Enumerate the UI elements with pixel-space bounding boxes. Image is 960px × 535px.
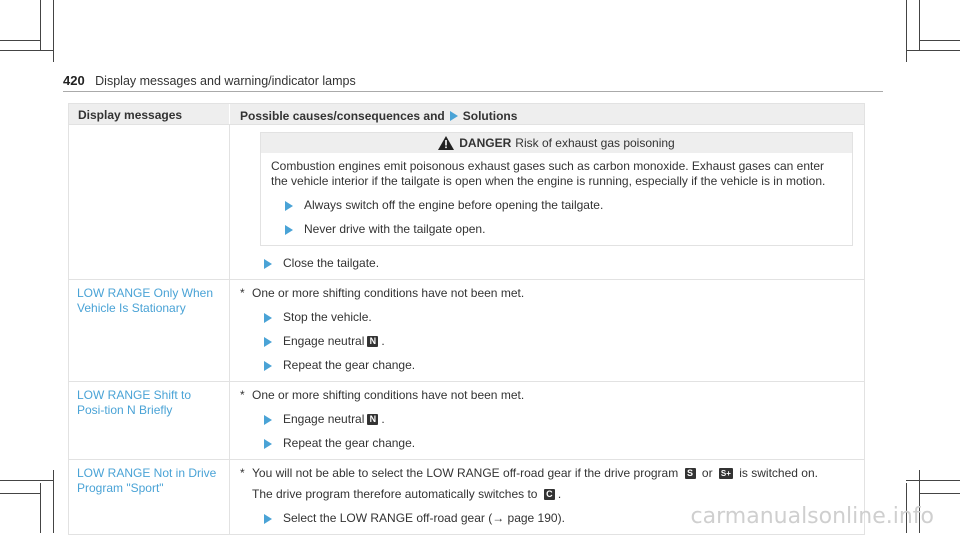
column-header-causes [230,104,864,124]
page-header [63,72,883,92]
cause-text [240,388,854,403]
column-header-causes-text: Possible causes/consequences and [240,109,445,123]
footnote-star: * [240,466,245,480]
step-text: Engage neutral [283,334,365,348]
crop-mark [906,0,907,62]
table-row [69,381,864,459]
danger-body [261,153,852,245]
arrow-right-icon [285,201,293,211]
neutral-key-icon: N [367,336,378,347]
sport-plus-mode-icon: S+ [720,469,731,479]
instruction-step [271,222,842,237]
step-text: Stop the vehicle. [283,310,372,324]
crop-mark [919,40,960,41]
crop-mark [906,480,960,481]
crop-mark [919,0,920,50]
sport-mode-icon: S [685,468,696,479]
instruction-step [240,310,854,325]
table-header [69,104,864,124]
message-cell: LOW RANGE Shift to Posi-tion N Briefly [69,382,230,459]
crop-mark [53,0,54,62]
watermark: carmanualsonline.info [690,504,934,529]
cause-text [240,466,854,481]
arrow-right-icon [264,415,272,425]
instruction-step [271,198,842,213]
danger-heading: Risk of exhaust gas poisoning [515,135,675,150]
arrow-right-icon [264,514,272,524]
message-cell [69,125,230,279]
column-header-solutions-text: Solutions [462,109,518,123]
instruction-step: Engage neutral N . [240,334,854,349]
step-text: Repeat the gear change. [283,436,416,450]
solution-cell [230,382,864,459]
cause-description: One or more shifting conditions have not been met. [252,388,525,402]
arrow-right-icon [264,313,272,323]
page-title: Display messages and warning/indicator lamps [95,74,356,88]
crop-mark [0,40,40,41]
arrow-right-icon [264,439,272,449]
footnote-star: * [240,286,245,300]
page-number: 420 [63,73,85,88]
instruction-step [240,358,854,373]
instruction-step [240,256,854,271]
warning-triangle-icon [438,136,454,150]
solution-cell [230,125,864,279]
header-divider [63,91,883,92]
cause-description: You will not be able to select the LOW RANGE off-road gear if the drive program S or S+ is switched on. [252,466,818,480]
message-cell: LOW RANGE Only When Vehicle Is Stationary [69,280,230,381]
crop-mark [53,470,54,533]
step-text: Never drive with the tailgate open. [304,222,486,236]
crop-mark [0,493,40,494]
footnote-star: * [240,388,245,402]
arrow-right-icon [264,337,272,347]
danger-box [260,132,853,246]
step-text: Repeat the gear change. [283,358,416,372]
instruction-step: Engage neutral N . [240,412,854,427]
message-cell: LOW RANGE Not in Drive Program "Sport" [69,460,230,534]
danger-description: Combustion engines emit poisonous exhaust gases such as carbon monoxide. Exhaust gases can enter the vehicle interior if the tailgate is open when the engine is running, especially if the vehicle is in motion. [271,159,826,188]
step-text: Engage neutral [283,412,365,426]
crop-mark [0,480,53,481]
neutral-key-icon: N [367,414,378,425]
arrow-right-icon [285,225,293,235]
messages-table [68,103,865,535]
table-row [69,124,864,279]
crop-mark [906,50,960,51]
arrow-right-icon [264,259,272,269]
crop-mark [40,483,41,533]
crop-mark [0,50,53,51]
cause-description: One or more shifting conditions have not been met. [252,286,525,300]
step-text: Close the tailgate. [283,256,380,270]
column-header-messages: Display messages [69,104,230,124]
table-row [69,279,864,381]
solution-cell [230,280,864,381]
arrow-right-icon [264,361,272,371]
crop-mark [40,0,41,50]
arrow-right-icon [450,111,458,121]
crop-mark [919,493,960,494]
cause-text [240,286,854,301]
cause-subtext: The drive program therefore automatically switches to C . [252,487,562,501]
comfort-mode-icon: C [544,489,555,500]
step-text: Select the LOW RANGE off-road gear (→ page 190). [283,511,565,525]
danger-label: DANGER [459,135,512,150]
instruction-step [240,436,854,451]
danger-header [261,133,852,153]
step-text: Always switch off the engine before opening the tailgate. [304,198,604,212]
